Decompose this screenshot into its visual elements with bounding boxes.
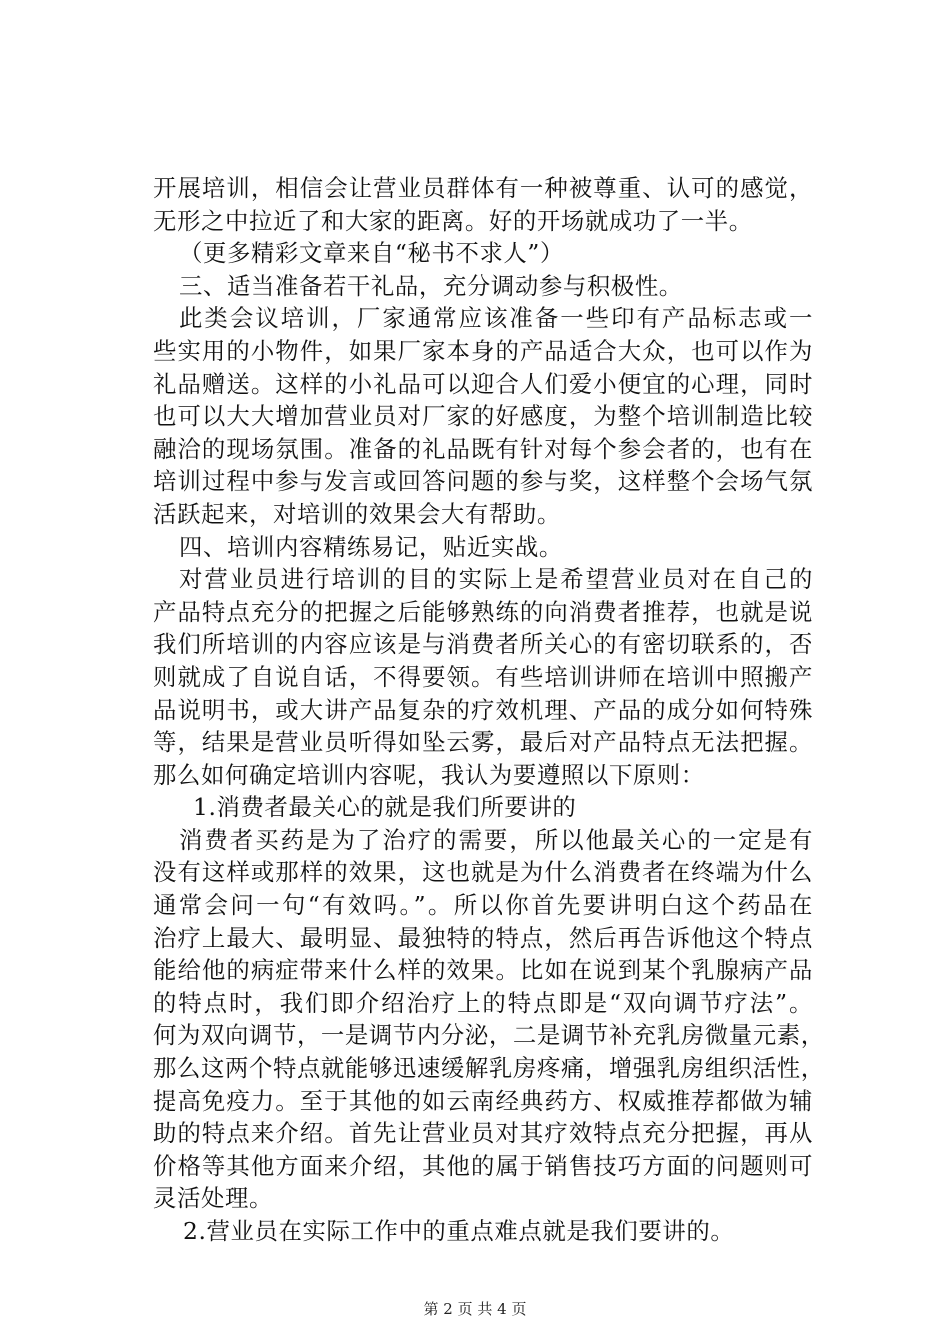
text-line: 也可以大大增加营业员对厂家的好感度，为整个培训制造比较 [153,402,813,431]
text-line: 开展培训，相信会让营业员群体有一种被尊重、认可的感觉， [153,174,813,202]
sub-heading: 1.消费者最关心的就是我们所要讲的 [193,793,577,822]
text-line: 等，结果是营业员听得如坠云雾，最后对产品特点无法把握。 [153,728,813,757]
text-line: 通常会问一句“有效吗。”。所以你首先要讲明白这个药品在 [153,891,813,920]
section-heading: 四、培训内容精练易记，贴近实战。 [179,532,563,561]
text-line: 培训过程中参与发言或回答问题的参与奖，这样整个会场气氛 [153,467,813,496]
text-line: 能给他的病症带来什么样的效果。比如在说到某个乳腺病产品 [153,956,813,985]
text-line: 消费者买药是为了治疗的需要，所以他最关心的一定是有 [179,825,813,854]
text-line: 些实用的小物件，如果厂家本身的产品适合大众，也可以作为 [153,336,813,365]
text-line: 那么这两个特点就能够迅速缓解乳房疼痛，增强乳房组织活性， [153,1054,825,1083]
page-number-label: 第 2 页 共 4 页 [423,1300,527,1318]
text-line: 提高免疫力。至于其他的如云南经典药方、权威推荐都做为辅 [153,1086,813,1115]
section-heading: 三、适当准备若干礼品，充分调动参与积极性。 [179,271,683,300]
text-line: 此类会议培训，厂家通常应该准备一些印有产品标志或一 [179,304,813,333]
text-line: 助的特点来介绍。首先让营业员对其疗效特点充分把握，再从 [153,1119,813,1148]
text-line: 品说明书，或大讲产品复杂的疗效机理、产品的成分如何特殊 [153,695,813,724]
page-footer [0,1298,950,1319]
text-line: 产品特点充分的把握之后能够熟练的向消费者推荐，也就是说 [153,597,813,626]
body-text [153,172,825,1248]
text-line: （更多精彩文章来自“秘书不求人”） [179,239,564,268]
text-line: 何为双向调节，一是调节内分泌，二是调节补充乳房微量元素， [153,1021,825,1050]
text-line: 我们所培训的内容应该是与消费者所关心的有密切联系的，否 [153,630,813,659]
text-line: 则就成了自说自话，不得要领。有些培训讲师在培训中照搬产 [153,662,813,691]
text-line: 的特点时，我们即介绍治疗上的特点即是“双向调节疗法”。 [153,988,813,1017]
text-line: 那么如何确定培训内容呢，我认为要遵照以下原则： [153,760,705,789]
text-line: 无形之中拉近了和大家的距离。好的开场就成功了一半。 [153,206,753,235]
text-line: 活跃起来，对培训的效果会大有帮助。 [153,499,561,528]
text-line: 价格等其他方面来介绍，其他的属于销售技巧方面的问题则可 [153,1151,813,1180]
text-line: 灵活处理。 [153,1184,273,1213]
text-line: 治疗上最大、最明显、最独特的特点，然后再告诉他这个特点 [153,923,813,952]
text-line: 对营业员进行培训的目的实际上是希望营业员对在自己的 [179,565,813,594]
text-line: 融洽的现场氛围。准备的礼品既有针对每个参会者的，也有在 [153,434,813,463]
text-line: 礼品赠送。这样的小礼品可以迎合人们爱小便宜的心理，同时 [153,369,813,398]
text-line: 没有这样或那样的效果，这也就是为什么消费者在终端为什么 [153,858,813,887]
sub-heading: 2.营业员在实际工作中的重点难点就是我们要讲的。 [183,1217,735,1245]
